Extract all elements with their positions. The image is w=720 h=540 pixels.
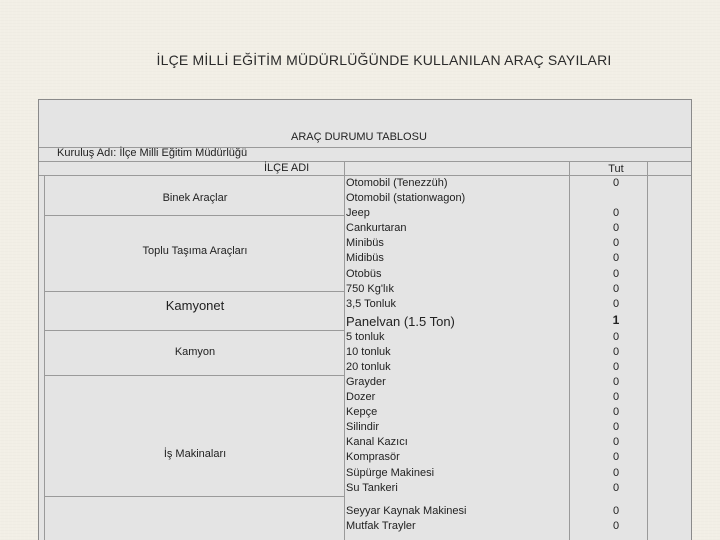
table-divider xyxy=(569,161,570,540)
table-row-item: Grayder xyxy=(346,376,386,388)
table-row-item: 3,5 Tonluk xyxy=(346,298,396,310)
table-divider xyxy=(39,161,692,162)
category-kamyon: Kamyon xyxy=(174,346,216,358)
table-row-value: 0 xyxy=(612,361,620,373)
table-row-item: Panelvan (1.5 Ton) xyxy=(346,314,455,329)
category-toplu-tasima: Toplu Taşıma Araçları xyxy=(142,245,248,257)
table-row-value: 0 xyxy=(612,482,620,494)
category-divider xyxy=(44,215,344,216)
table-row-item: Mutfak Trayler xyxy=(346,520,416,532)
table-row-item: 750 Kg'lık xyxy=(346,283,394,295)
page-title: İLÇE MİLLİ EĞİTİM MÜDÜRLÜĞÜNDE KULLANILAN ARAÇ SAYILARI xyxy=(156,52,612,68)
vehicle-status-table xyxy=(38,99,692,540)
table-row-value: 0 xyxy=(612,283,620,295)
table-row-value: 0 xyxy=(612,237,620,249)
table-row-item: Dozer xyxy=(346,391,376,403)
category-divider xyxy=(44,291,344,292)
table-row-item: Kepçe xyxy=(346,406,378,418)
table-row-item: Otomobil (Tenezzüh) xyxy=(346,177,448,189)
table-divider xyxy=(344,161,345,540)
table-row-item: Otobüs xyxy=(346,268,382,280)
category-kamyonet: Kamyonet xyxy=(165,298,225,313)
table-row-item: Cankurtaran xyxy=(346,222,407,234)
category-divider xyxy=(44,375,344,376)
table-row-value: 0 xyxy=(612,406,620,418)
table-row-item: 5 tonluk xyxy=(346,331,385,343)
table-heading: ARAÇ DURUMU TABLOSU xyxy=(291,131,427,143)
category-is-makinalari: İş Makinaları xyxy=(163,448,227,460)
table-row-item: Jeep xyxy=(346,207,370,219)
table-row-value: 0 xyxy=(612,346,620,358)
table-row-item: Komprasör xyxy=(346,451,400,463)
category-divider xyxy=(44,496,344,497)
table-row-value: 0 xyxy=(612,467,620,479)
table-row-value: 0 xyxy=(612,331,620,343)
table-row-value: 0 xyxy=(612,421,620,433)
table-row-item: 10 tonluk xyxy=(346,346,391,358)
organization-label: Kuruluş Adı: İlçe Milli Eğitim Müdürlüğü xyxy=(57,147,248,159)
table-row-value: 0 xyxy=(612,520,620,532)
unit-header: Tut xyxy=(608,163,624,175)
table-row-item: Minibüs xyxy=(346,237,384,249)
table-row-value: 0 xyxy=(612,436,620,448)
table-row-item: Midibüs xyxy=(346,252,384,264)
table-divider xyxy=(44,175,45,540)
table-row-item: Su Tankeri xyxy=(346,482,398,494)
category-binek: Binek Araçlar xyxy=(162,192,228,204)
district-header: İLÇE ADI xyxy=(264,162,310,174)
table-row-value: 0 xyxy=(612,505,620,517)
table-row-value: 0 xyxy=(612,207,620,219)
table-row-item: 20 tonluk xyxy=(346,361,391,373)
table-row-value: 0 xyxy=(612,298,620,310)
table-row-value: 0 xyxy=(612,177,620,189)
table-row-value: 0 xyxy=(612,376,620,388)
table-divider xyxy=(647,161,648,540)
table-row-value: 0 xyxy=(612,252,620,264)
category-divider xyxy=(44,330,344,331)
table-row-value: 0 xyxy=(612,268,620,280)
table-row-item: Silindir xyxy=(346,421,380,433)
table-row-value: 0 xyxy=(612,391,620,403)
table-row-item: Seyyar Kaynak Makinesi xyxy=(346,505,467,517)
table-row-value: 0 xyxy=(612,222,620,234)
table-row-item: Süpürge Makinesi xyxy=(346,467,435,479)
table-row-value: 0 xyxy=(612,451,620,463)
table-row-item: Kanal Kazıcı xyxy=(346,436,408,448)
table-row-item: Otomobil (stationwagon) xyxy=(346,192,466,204)
table-row-value: 1 xyxy=(612,313,620,327)
